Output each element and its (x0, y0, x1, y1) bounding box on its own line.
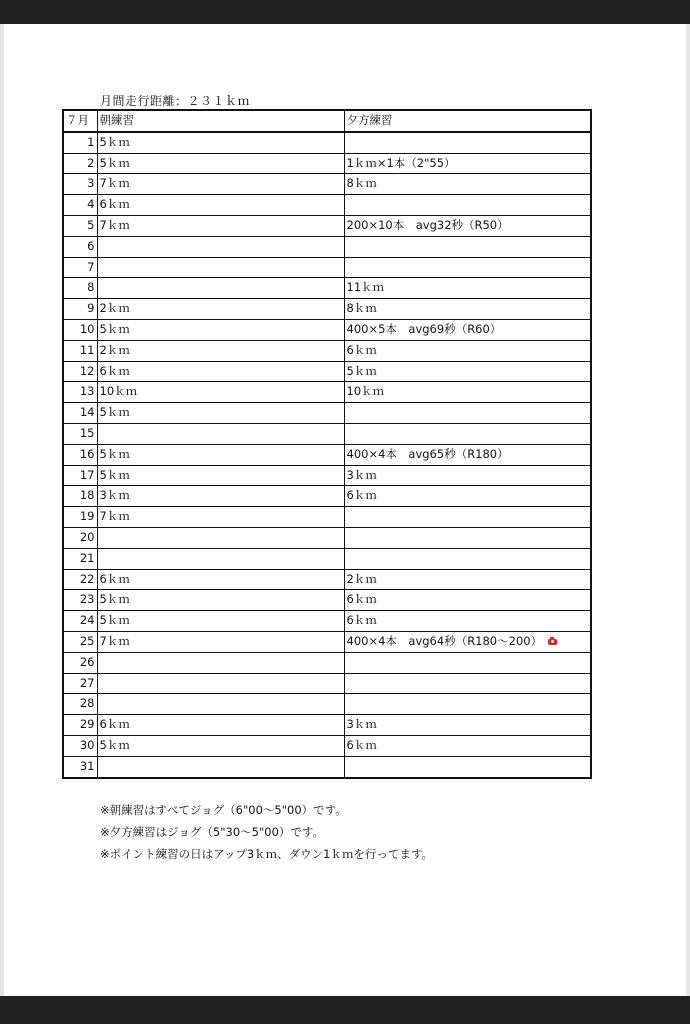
table-row (63, 340, 591, 361)
evening-text: 6ｋｍ (346, 737, 377, 752)
day-cell: 18 (63, 486, 97, 507)
day-cell: 16 (63, 444, 97, 465)
morning-cell (97, 257, 344, 278)
evening-cell (344, 694, 591, 715)
evening-cell (344, 507, 591, 528)
morning-cell: 6ｋｍ (97, 569, 344, 590)
morning-cell: 5ｋｍ (97, 403, 344, 424)
table-row (63, 236, 591, 257)
day-cell: 23 (63, 590, 97, 611)
morning-cell: 5ｋｍ (97, 132, 344, 153)
morning-cell: 5ｋｍ (97, 319, 344, 340)
table-row (63, 361, 591, 382)
morning-cell: 5ｋｍ (97, 153, 344, 174)
morning-cell: 5ｋｍ (97, 611, 344, 632)
morning-cell (97, 756, 344, 777)
evening-text: 6ｋｍ (346, 342, 377, 357)
day-cell: 1 (63, 132, 97, 153)
morning-cell (97, 548, 344, 569)
table-row (63, 465, 591, 486)
morning-cell: 7ｋｍ (97, 174, 344, 195)
morning-cell (97, 278, 344, 299)
evening-cell (344, 715, 591, 736)
table-row (63, 527, 591, 548)
table-row (63, 715, 591, 736)
day-cell: 22 (63, 569, 97, 590)
evening-cell (344, 423, 591, 444)
table-row (63, 673, 591, 694)
evening-cell (344, 195, 591, 216)
table-row (63, 486, 591, 507)
morning-cell: 5ｋｍ (97, 444, 344, 465)
evening-cell (344, 673, 591, 694)
morning-cell: 6ｋｍ (97, 715, 344, 736)
table-row (63, 548, 591, 569)
evening-cell (344, 319, 591, 340)
day-cell: 24 (63, 611, 97, 632)
table-row (63, 195, 591, 216)
day-cell: 8 (63, 278, 97, 299)
morning-cell: 7ｋｍ (97, 215, 344, 236)
table-row (63, 735, 591, 756)
morning-cell: 5ｋｍ (97, 465, 344, 486)
evening-cell (344, 631, 591, 652)
evening-cell (344, 340, 591, 361)
morning-cell (97, 652, 344, 673)
table-row (63, 590, 591, 611)
day-cell: 17 (63, 465, 97, 486)
morning-cell: 5ｋｍ (97, 735, 344, 756)
evening-cell (344, 652, 591, 673)
day-cell: 13 (63, 382, 97, 403)
page-edge-right (686, 24, 690, 996)
viewer-bottom-bar (0, 996, 690, 1024)
page-edge-left (0, 24, 4, 996)
evening-cell (344, 735, 591, 756)
table-header-row (63, 110, 591, 132)
table-row (63, 569, 591, 590)
table-row (63, 631, 591, 652)
footnotes (100, 799, 433, 865)
day-cell: 7 (63, 257, 97, 278)
day-cell: 3 (63, 174, 97, 195)
day-cell: 4 (63, 195, 97, 216)
table-row (63, 694, 591, 715)
table-row (63, 215, 591, 236)
morning-cell: 3ｋｍ (97, 486, 344, 507)
table-row (63, 299, 591, 320)
day-cell: 30 (63, 735, 97, 756)
day-cell: 28 (63, 694, 97, 715)
evening-text: 1ｋｍ×1本（2"55） (346, 155, 456, 170)
morning-cell: 7ｋｍ (97, 631, 344, 652)
table-row (63, 756, 591, 777)
morning-cell (97, 694, 344, 715)
evening-text: 11ｋｍ (346, 280, 385, 295)
morning-cell (97, 423, 344, 444)
day-cell: 11 (63, 340, 97, 361)
morning-cell: 2ｋｍ (97, 299, 344, 320)
day-cell: 5 (63, 215, 97, 236)
header-evening-training: 夕方練習 (344, 110, 591, 132)
morning-cell (97, 236, 344, 257)
evening-cell (344, 611, 591, 632)
day-cell: 27 (63, 673, 97, 694)
day-cell: 25 (63, 631, 97, 652)
day-cell: 15 (63, 423, 97, 444)
morning-cell: 6ｋｍ (97, 195, 344, 216)
table-row (63, 507, 591, 528)
evening-cell (344, 590, 591, 611)
evening-text: 200×10本 avg32秒（R50） (346, 217, 509, 232)
evening-cell (344, 465, 591, 486)
day-cell: 31 (63, 756, 97, 777)
evening-cell (344, 403, 591, 424)
header-month: ７月 (63, 110, 97, 132)
table-row (63, 611, 591, 632)
morning-cell: 5ｋｍ (97, 590, 344, 611)
morning-cell: 7ｋｍ (97, 507, 344, 528)
morning-cell: 10ｋｍ (97, 382, 344, 403)
evening-text: 6ｋｍ (346, 613, 377, 628)
morning-cell (97, 673, 344, 694)
evening-cell (344, 569, 591, 590)
footnote-morning: ※朝練習はすべてジョグ（6"00～5"00）です。 (100, 803, 347, 817)
day-cell: 26 (63, 652, 97, 673)
day-cell: 20 (63, 527, 97, 548)
day-cell: 10 (63, 319, 97, 340)
morning-cell: 2ｋｍ (97, 340, 344, 361)
viewer-top-bar (0, 0, 690, 24)
table-row (63, 153, 591, 174)
camera-icon[interactable] (548, 639, 557, 645)
evening-text: 6ｋｍ (346, 592, 377, 607)
evening-text: 6ｋｍ (346, 488, 377, 503)
evening-cell (344, 444, 591, 465)
evening-cell (344, 278, 591, 299)
evening-text: 5ｋｍ (346, 363, 377, 378)
evening-text: 400×5本 avg69秒（R60） (346, 321, 502, 336)
table-row (63, 652, 591, 673)
table-row (63, 132, 591, 153)
table-row (63, 403, 591, 424)
evening-text: 400×4本 avg65秒（R180） (346, 446, 509, 461)
table-row (63, 174, 591, 195)
evening-cell (344, 486, 591, 507)
day-cell: 2 (63, 153, 97, 174)
evening-cell (344, 299, 591, 320)
table-row (63, 444, 591, 465)
footnote-evening: ※夕方練習はジョグ（5"30～5"00）です。 (100, 825, 324, 839)
day-cell: 21 (63, 548, 97, 569)
table-row (63, 257, 591, 278)
evening-cell (344, 257, 591, 278)
day-cell: 9 (63, 299, 97, 320)
evening-text: 8ｋｍ (346, 176, 377, 191)
day-cell: 19 (63, 507, 97, 528)
table-row (63, 278, 591, 299)
table-row (63, 423, 591, 444)
day-cell: 14 (63, 403, 97, 424)
table-row (63, 319, 591, 340)
evening-text: 400×4本 avg64秒（R180～200） (346, 633, 543, 648)
morning-cell (97, 527, 344, 548)
evening-cell (344, 174, 591, 195)
evening-cell (344, 548, 591, 569)
monthly-distance-title: 月間走行距離：２３１ｋｍ (100, 94, 251, 108)
evening-cell (344, 382, 591, 403)
morning-cell: 6ｋｍ (97, 361, 344, 382)
training-log-table (62, 109, 592, 779)
document-page (0, 24, 690, 996)
day-cell: 29 (63, 715, 97, 736)
evening-cell (344, 527, 591, 548)
evening-cell (344, 361, 591, 382)
evening-cell (344, 236, 591, 257)
evening-text: 2ｋｍ (346, 571, 377, 586)
evening-text: 10ｋｍ (346, 384, 385, 399)
day-cell: 6 (63, 236, 97, 257)
evening-cell (344, 215, 591, 236)
footnote-point-training: ※ポイント練習の日はアップ3ｋｍ、ダウン1ｋｍを行ってます。 (100, 847, 434, 861)
evening-text: 8ｋｍ (346, 301, 377, 316)
table-row (63, 382, 591, 403)
evening-cell (344, 132, 591, 153)
evening-cell (344, 153, 591, 174)
evening-text: 3ｋｍ (346, 717, 377, 732)
header-morning-training: 朝練習 (97, 110, 344, 132)
evening-text: 3ｋｍ (346, 467, 377, 482)
evening-cell (344, 756, 591, 777)
day-cell: 12 (63, 361, 97, 382)
